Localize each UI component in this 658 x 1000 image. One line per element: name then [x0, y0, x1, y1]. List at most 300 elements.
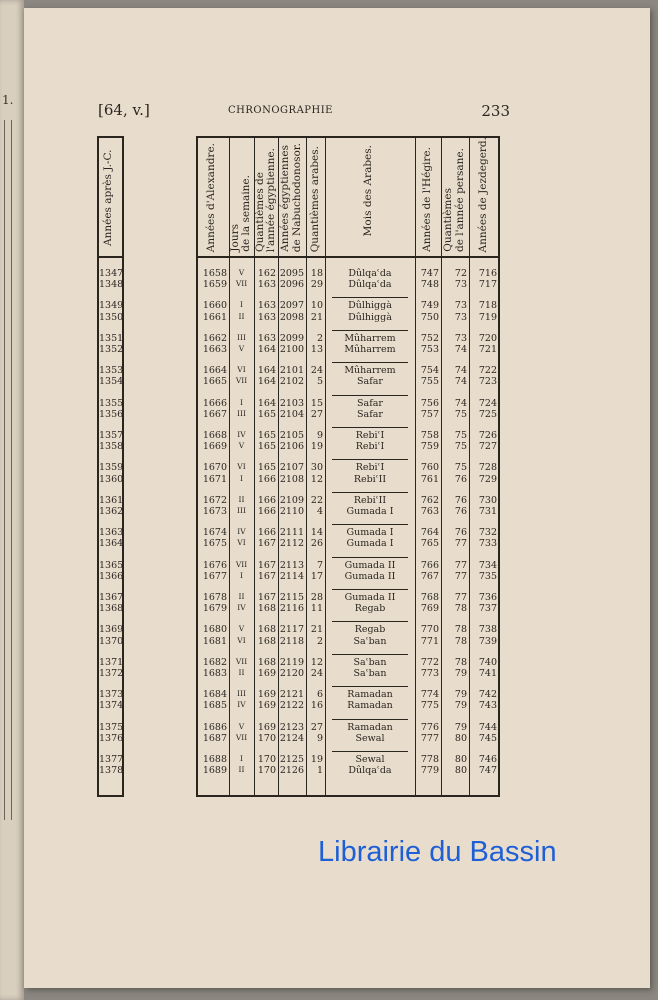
weekday-cell: VI: [237, 365, 246, 375]
facing-page-edge: [0, 0, 24, 1000]
col-header-alexandre: [198, 138, 229, 256]
egypt-year-cell: 2121: [279, 689, 304, 701]
persian-day-cell: 78: [454, 603, 467, 615]
persian-day-cell: 74: [454, 376, 467, 388]
col-header-quant-egypt: [254, 138, 278, 256]
weekday-cell: VI: [237, 635, 246, 645]
hegira-year-cell: 756: [420, 397, 439, 409]
weekday-cell: VI: [237, 462, 246, 472]
arab-day-cell: 7: [316, 559, 323, 571]
jezdegerd-year-cell: 746: [478, 754, 497, 765]
arab-month-cell: Gumada I: [346, 527, 394, 539]
year-ad-cell: 1347: [99, 268, 124, 279]
month-separator: [332, 719, 408, 720]
egypt-year-cell: 2115: [279, 592, 304, 603]
page-number: 233: [481, 102, 510, 120]
year-ad-cell: 1357: [99, 430, 124, 441]
header-annees-egypt-line2: de Nabuchodonosor.: [291, 142, 303, 252]
egypt-year-cell: 2110: [279, 506, 304, 517]
year-ad-cell: 1378: [99, 765, 124, 777]
arab-day-cell: 9: [316, 732, 323, 744]
egypt-day-cell: 170: [257, 732, 276, 744]
arab-day-cell: 30: [310, 462, 323, 474]
jezdegerd-year-cell: 724: [478, 397, 497, 409]
weekday-cell: II: [238, 494, 245, 504]
persian-day-cell: 77: [454, 592, 467, 603]
month-separator: [332, 427, 408, 428]
alexandre-cell: 1682: [202, 656, 227, 668]
alexandre-cell: 1676: [202, 559, 227, 571]
month-separator: [332, 459, 408, 460]
persian-day-cell: 77: [454, 538, 467, 550]
alexandre-cell: 1680: [202, 624, 227, 636]
persian-day-cell: 78: [454, 656, 467, 668]
hegira-year-cell: 771: [420, 635, 439, 647]
persian-day-cell: 77: [454, 559, 467, 571]
egypt-day-cell: 168: [257, 635, 276, 647]
egypt-day-cell: 165: [257, 430, 276, 441]
jezdegerd-year-cell: 742: [478, 689, 497, 701]
persian-day-cell: 73: [454, 332, 467, 344]
hegira-year-cell: 747: [420, 268, 439, 279]
egypt-year-cell: 2113: [279, 559, 304, 571]
arab-month-cell: Gumada I: [346, 538, 394, 550]
persian-day-cell: 79: [454, 668, 467, 679]
persian-day-cell: 80: [454, 732, 467, 744]
arab-day-cell: 13: [310, 344, 323, 355]
year-ad-cell: 1368: [99, 603, 124, 615]
page-header: [98, 101, 510, 121]
hegira-year-cell: 768: [420, 592, 439, 603]
weekday-cell: V: [238, 624, 245, 634]
egypt-year-cell: 2102: [279, 376, 304, 388]
hegira-year-cell: 762: [420, 494, 439, 506]
arab-month-cell: RebiʿI: [355, 430, 385, 441]
header-mois-text: Mois des Arabes.: [362, 144, 374, 236]
year-ad-cell: 1351: [99, 332, 124, 344]
hegira-year-cell: 748: [420, 279, 439, 291]
weekday-cell: VII: [235, 279, 248, 289]
egypt-day-cell: 167: [257, 592, 276, 603]
egypt-day-cell: 162: [257, 268, 276, 279]
alexandre-cell: 1661: [202, 311, 227, 323]
egypt-day-cell: 169: [257, 668, 276, 679]
year-ad-cell: 1361: [99, 494, 124, 506]
weekday-cell: I: [240, 397, 243, 407]
year-ad-cell: 1350: [99, 311, 124, 323]
jezdegerd-year-cell: 732: [478, 527, 497, 539]
egypt-day-cell: 166: [257, 473, 276, 485]
egypt-day-cell: 166: [257, 494, 276, 506]
jezdegerd-year-cell: 738: [478, 624, 497, 636]
year-ad-cell: 1369: [99, 624, 124, 636]
arab-month-cell: Regab: [354, 624, 386, 636]
egypt-day-cell: 168: [257, 624, 276, 636]
arab-month-cell: Mûharrem: [344, 344, 396, 355]
egypt-year-cell: 2126: [279, 765, 304, 777]
years-ad-header: Années après J.-C.: [102, 149, 114, 247]
weekday-cell: III: [237, 689, 246, 699]
arab-month-cell: Mûharrem: [344, 332, 396, 344]
year-ad-cell: 1363: [99, 527, 124, 539]
year-ad-cell: 1377: [99, 754, 124, 765]
egypt-year-cell: 2109: [279, 494, 304, 506]
hegira-year-cell: 775: [420, 700, 439, 712]
egypt-year-cell: 2125: [279, 754, 304, 765]
persian-day-cell: 78: [454, 624, 467, 636]
year-ad-cell: 1359: [99, 462, 124, 474]
month-separator: [332, 621, 408, 622]
facing-page-mark: 1.: [2, 93, 14, 107]
hegira-year-cell: 750: [420, 311, 439, 323]
egypt-year-cell: 2120: [279, 668, 304, 679]
arab-day-cell: 10: [310, 300, 323, 312]
egypt-year-cell: 2104: [279, 408, 304, 420]
persian-day-cell: 75: [454, 462, 467, 474]
arab-month-cell: Gumada I: [346, 506, 394, 517]
alexandre-cell: 1670: [202, 462, 227, 474]
arab-day-cell: 12: [310, 656, 323, 668]
alexandre-cell: 1688: [202, 754, 227, 765]
egypt-year-cell: 2108: [279, 473, 304, 485]
alexandre-cell: 1671: [202, 473, 227, 485]
col-header-jezdegerd: [469, 138, 498, 256]
egypt-day-cell: 164: [257, 365, 276, 377]
header-quant-perse-line2: de l'année persane.: [454, 148, 466, 252]
arab-month-cell: Ramadan: [347, 721, 393, 733]
alexandre-cell: 1665: [202, 376, 227, 388]
hegira-year-cell: 770: [420, 624, 439, 636]
hegira-year-cell: 772: [420, 656, 439, 668]
hegira-year-cell: 757: [420, 408, 439, 420]
egypt-day-cell: 170: [257, 765, 276, 777]
weekday-cell: V: [238, 441, 245, 451]
egypt-year-cell: 2111: [279, 527, 304, 539]
weekday-cell: II: [238, 765, 245, 775]
header-quant-arabes-text: Quantièmes arabes.: [309, 145, 321, 252]
persian-day-cell: 76: [454, 473, 467, 485]
arab-month-cell: RebiʿII: [353, 473, 387, 485]
chronography-table: [196, 136, 500, 797]
alexandre-cell: 1689: [202, 765, 227, 777]
egypt-day-cell: 166: [257, 527, 276, 539]
alexandre-cell: 1679: [202, 603, 227, 615]
egypt-day-cell: 163: [257, 279, 276, 291]
col-header-quant-arabes: [306, 138, 325, 256]
month-separator: [332, 362, 408, 363]
arab-day-cell: 21: [310, 311, 323, 323]
running-title: CHRONOGRAPHIE: [228, 105, 333, 116]
arab-month-cell: RebiʿI: [355, 441, 385, 453]
persian-day-cell: 79: [454, 721, 467, 733]
header-annees-egypt-line1: Années égyptiennes: [279, 145, 291, 252]
jezdegerd-year-cell: 720: [478, 332, 497, 344]
alexandre-cell: 1668: [202, 430, 227, 441]
jezdegerd-year-cell: 727: [478, 441, 497, 453]
arab-month-cell: Gumada II: [344, 559, 396, 571]
arab-day-cell: 16: [310, 700, 323, 712]
hegira-year-cell: 749: [420, 300, 439, 312]
persian-day-cell: 72: [454, 268, 467, 279]
alexandre-cell: 1659: [202, 279, 227, 291]
hegira-year-cell: 752: [420, 332, 439, 344]
arab-day-cell: 28: [310, 592, 323, 603]
hegira-year-cell: 774: [420, 689, 439, 701]
persian-day-cell: 73: [454, 300, 467, 312]
arab-day-cell: 4: [316, 506, 323, 517]
arab-day-cell: 2: [316, 332, 323, 344]
jezdegerd-year-cell: 731: [478, 506, 497, 517]
jezdegerd-year-cell: 733: [478, 538, 497, 550]
arab-month-cell: Safar: [357, 408, 383, 420]
jezdegerd-year-cell: 722: [478, 365, 497, 377]
year-ad-cell: 1349: [99, 300, 124, 312]
persian-day-cell: 79: [454, 689, 467, 701]
egypt-year-cell: 2106: [279, 441, 304, 453]
egypt-year-cell: 2098: [279, 311, 304, 323]
jezdegerd-year-cell: 739: [478, 635, 497, 647]
weekday-cell: II: [238, 311, 245, 321]
egypt-year-cell: 2103: [279, 397, 304, 409]
egypt-year-cell: 2124: [279, 732, 304, 744]
egypt-day-cell: 165: [257, 462, 276, 474]
arab-day-cell: 11: [310, 603, 323, 615]
weekday-cell: IV: [237, 430, 246, 439]
year-ad-cell: 1360: [99, 473, 124, 485]
arab-month-cell: Saʿban: [353, 656, 387, 668]
arab-day-cell: 17: [310, 570, 323, 582]
col-header-annees-egypt: [278, 138, 306, 256]
month-separator: [332, 654, 408, 655]
weekday-cell: I: [240, 570, 243, 580]
egypt-year-cell: 2117: [279, 624, 304, 636]
persian-day-cell: 74: [454, 344, 467, 355]
arab-day-cell: 6: [316, 689, 323, 701]
year-ad-cell: 1367: [99, 592, 124, 603]
arab-day-cell: 5: [316, 376, 323, 388]
weekday-cell: IV: [237, 603, 246, 613]
jezdegerd-year-cell: 726: [478, 430, 497, 441]
egypt-year-cell: 2107: [279, 462, 304, 474]
year-ad-cell: 1374: [99, 700, 124, 712]
egypt-day-cell: 167: [257, 538, 276, 550]
persian-day-cell: 74: [454, 365, 467, 377]
egypt-year-cell: 2112: [279, 538, 304, 550]
header-quant-egypt-line2: l'année égyptienne.: [265, 147, 277, 252]
arab-month-cell: Dûlhiggà: [348, 300, 392, 312]
arab-month-cell: Sewal: [355, 754, 385, 765]
hegira-year-cell: 759: [420, 441, 439, 453]
hegira-year-cell: 765: [420, 538, 439, 550]
weekday-cell: I: [240, 300, 243, 310]
jezdegerd-year-cell: 716: [478, 268, 497, 279]
arab-month-cell: Dûlqaʿda: [348, 268, 392, 279]
arab-day-cell: 9: [316, 430, 323, 441]
alexandre-cell: 1678: [202, 592, 227, 603]
section-reference: [64, v.]: [98, 101, 150, 119]
egypt-year-cell: 2101: [279, 365, 304, 377]
month-separator: [332, 395, 408, 396]
weekday-cell: I: [240, 473, 243, 483]
jezdegerd-year-cell: 740: [478, 656, 497, 668]
arab-day-cell: 18: [310, 268, 323, 279]
egypt-day-cell: 169: [257, 721, 276, 733]
jezdegerd-year-cell: 744: [478, 721, 497, 733]
month-separator: [332, 589, 408, 590]
hegira-year-cell: 767: [420, 570, 439, 582]
month-separator: [332, 557, 408, 558]
year-ad-cell: 1370: [99, 635, 124, 647]
header-jours-line1: Jours: [229, 224, 241, 252]
egypt-year-cell: 2123: [279, 721, 304, 733]
alexandre-cell: 1663: [202, 344, 227, 355]
egypt-year-cell: 2096: [279, 279, 304, 291]
persian-day-cell: 74: [454, 397, 467, 409]
alexandre-cell: 1681: [202, 635, 227, 647]
arab-month-cell: Safar: [357, 397, 383, 409]
hegira-year-cell: 760: [420, 462, 439, 474]
arab-day-cell: 15: [310, 397, 323, 409]
year-ad-cell: 1358: [99, 441, 124, 453]
col-header-mois: [325, 138, 415, 256]
arab-day-cell: 12: [310, 473, 323, 485]
alexandre-cell: 1658: [202, 268, 227, 279]
weekday-cell: III: [237, 506, 246, 515]
month-separator: [332, 686, 408, 687]
header-alexandre-text: Années d'Alexandre.: [205, 142, 217, 252]
jezdegerd-year-cell: 736: [478, 592, 497, 603]
egypt-day-cell: 165: [257, 441, 276, 453]
alexandre-cell: 1684: [202, 689, 227, 701]
persian-day-cell: 76: [454, 527, 467, 539]
egypt-day-cell: 169: [257, 700, 276, 712]
arab-month-cell: Safar: [357, 376, 383, 388]
hegira-year-cell: 761: [420, 473, 439, 485]
years-ad-table: [97, 136, 124, 797]
header-quant-perse-line1: Quantièmes: [442, 188, 454, 252]
egypt-year-cell: 2119: [279, 656, 304, 668]
hegira-year-cell: 763: [420, 506, 439, 517]
alexandre-cell: 1672: [202, 494, 227, 506]
alexandre-cell: 1660: [202, 300, 227, 312]
weekday-cell: V: [238, 268, 245, 277]
persian-day-cell: 75: [454, 430, 467, 441]
jezdegerd-year-cell: 747: [478, 765, 497, 777]
year-ad-cell: 1362: [99, 506, 124, 517]
table-header-row: [198, 138, 498, 258]
egypt-day-cell: 169: [257, 689, 276, 701]
month-separator: [332, 492, 408, 493]
arab-month-cell: Ramadan: [347, 689, 393, 701]
header-hegire-text: Années de l'Hégire.: [421, 147, 433, 252]
month-separator: [332, 330, 408, 331]
egypt-day-cell: 163: [257, 332, 276, 344]
arab-month-cell: Ramadan: [347, 700, 393, 712]
hegira-year-cell: 769: [420, 603, 439, 615]
jezdegerd-year-cell: 718: [478, 300, 497, 312]
years-ad-header-cell: [99, 138, 122, 258]
year-ad-cell: 1373: [99, 689, 124, 701]
persian-day-cell: 80: [454, 765, 467, 777]
alexandre-cell: 1667: [202, 408, 227, 420]
arab-day-cell: 2: [316, 635, 323, 647]
watermark: Librairie du Bassin: [318, 836, 557, 868]
arab-month-cell: RebiʿII: [353, 494, 387, 506]
egypt-day-cell: 164: [257, 397, 276, 409]
arab-month-cell: Gumada II: [344, 570, 396, 582]
alexandre-cell: 1683: [202, 668, 227, 679]
month-separator: [332, 524, 408, 525]
weekday-cell: IV: [237, 700, 246, 710]
hegira-year-cell: 779: [420, 765, 439, 777]
year-ad-cell: 1371: [99, 656, 124, 668]
alexandre-cell: 1673: [202, 506, 227, 517]
header-jezdegerd-text: Années de Jezdegerd.: [477, 136, 489, 252]
alexandre-cell: 1662: [202, 332, 227, 344]
arab-month-cell: Dûlqaʿda: [348, 279, 392, 291]
egypt-year-cell: 2105: [279, 430, 304, 441]
arab-month-cell: Saʿban: [353, 635, 387, 647]
month-separator: [332, 297, 408, 298]
year-ad-cell: 1356: [99, 408, 124, 420]
arab-day-cell: 24: [310, 365, 323, 377]
month-separator: [332, 751, 408, 752]
egypt-day-cell: 165: [257, 408, 276, 420]
alexandre-cell: 1685: [202, 700, 227, 712]
arab-month-cell: Dûlqaʿda: [348, 765, 392, 777]
arab-month-cell: RebiʿI: [355, 462, 385, 474]
egypt-day-cell: 170: [257, 754, 276, 765]
hegira-year-cell: 753: [420, 344, 439, 355]
alexandre-cell: 1686: [202, 721, 227, 733]
persian-day-cell: 80: [454, 754, 467, 765]
persian-day-cell: 75: [454, 441, 467, 453]
jezdegerd-year-cell: 723: [478, 376, 497, 388]
jezdegerd-year-cell: 717: [478, 279, 497, 291]
jezdegerd-year-cell: 725: [478, 408, 497, 420]
year-ad-cell: 1354: [99, 376, 124, 388]
hegira-year-cell: 773: [420, 668, 439, 679]
jezdegerd-year-cell: 734: [478, 559, 497, 571]
col-header-hegire: [415, 138, 441, 256]
year-ad-cell: 1364: [99, 538, 124, 550]
arab-day-cell: 1: [316, 765, 323, 777]
weekday-cell: III: [237, 332, 246, 342]
header-quant-egypt-line1: Quantièmes de: [254, 171, 266, 252]
arab-day-cell: 22: [310, 494, 323, 506]
jezdegerd-year-cell: 745: [478, 732, 497, 744]
egypt-year-cell: 2099: [279, 332, 304, 344]
alexandre-cell: 1675: [202, 538, 227, 550]
egypt-day-cell: 168: [257, 656, 276, 668]
header-jours-line2: de la semaine.: [240, 175, 252, 252]
weekday-cell: VII: [235, 732, 248, 742]
persian-day-cell: 79: [454, 700, 467, 712]
arab-day-cell: 21: [310, 624, 323, 636]
year-ad-cell: 1372: [99, 668, 124, 679]
weekday-cell: V: [238, 344, 245, 353]
hegira-year-cell: 778: [420, 754, 439, 765]
persian-day-cell: 73: [454, 279, 467, 291]
hegira-year-cell: 758: [420, 430, 439, 441]
weekday-cell: III: [237, 408, 246, 418]
egypt-day-cell: 164: [257, 376, 276, 388]
weekday-cell: IV: [237, 527, 246, 537]
egypt-day-cell: 167: [257, 559, 276, 571]
egypt-day-cell: 163: [257, 311, 276, 323]
persian-day-cell: 75: [454, 408, 467, 420]
jezdegerd-year-cell: 737: [478, 603, 497, 615]
